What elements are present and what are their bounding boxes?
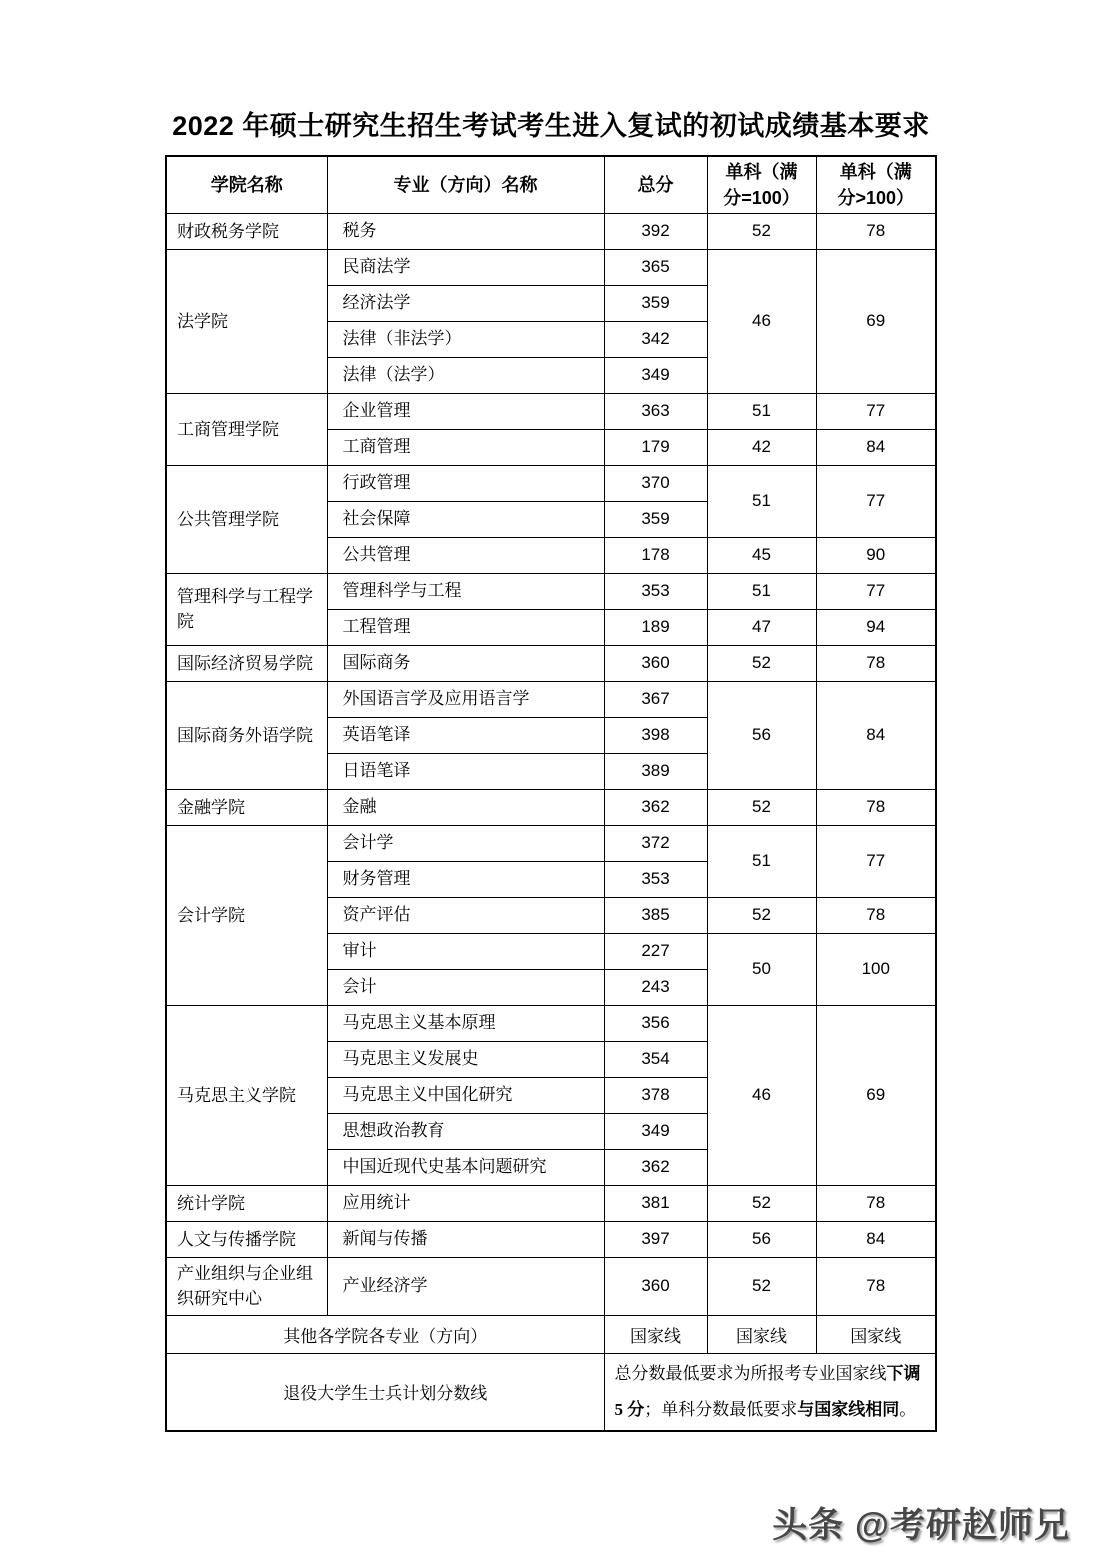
total-cell: 359 (604, 501, 707, 537)
total-cell: 243 (604, 969, 707, 1005)
other-colleges-label: 其他各学院各专业（方向） (166, 1315, 604, 1353)
sub-gt100-cell: 78 (816, 1257, 936, 1315)
sub-gt100-cell: 78 (816, 789, 936, 825)
note-bold-text: 与国家线相同 (797, 1399, 900, 1419)
major-cell: 行政管理 (327, 465, 604, 501)
sub-gt100-cell: 78 (816, 897, 936, 933)
major-cell: 税务 (327, 213, 604, 249)
college-cell: 统计学院 (166, 1185, 327, 1221)
header-college: 学院名称 (166, 156, 327, 213)
major-cell: 社会保障 (327, 501, 604, 537)
table-row (166, 213, 936, 249)
total-cell: 362 (604, 789, 707, 825)
veteran-plan-label: 退役大学生士兵计划分数线 (166, 1353, 604, 1431)
major-cell: 思想政治教育 (327, 1113, 604, 1149)
sub-gt100-cell: 94 (816, 609, 936, 645)
note-text: 总分数最低要求为所报考专业国家线 (614, 1363, 887, 1383)
sub-eq100-cell: 51 (707, 825, 816, 897)
major-cell: 审计 (327, 933, 604, 969)
sub-gt100-cell: 77 (816, 393, 936, 429)
major-cell: 应用统计 (327, 1185, 604, 1221)
table-row (166, 465, 936, 501)
sub-eq100-cell: 51 (707, 465, 816, 537)
college-cell: 国际经济贸易学院 (166, 645, 327, 681)
note-bold-text: 下调 5 分 (614, 1363, 921, 1419)
total-cell: 353 (604, 861, 707, 897)
sub-eq100-cell: 52 (707, 1257, 816, 1315)
major-cell: 财务管理 (327, 861, 604, 897)
college-cell: 产业组织与企业组织研究中心 (166, 1257, 327, 1315)
total-cell: 360 (604, 645, 707, 681)
header-sub-gt100-line1: 单科（满 (839, 161, 912, 182)
header-sub-eq100-line1: 单科（满 (725, 161, 798, 182)
total-cell: 363 (604, 393, 707, 429)
total-cell: 362 (604, 1149, 707, 1185)
total-cell: 389 (604, 753, 707, 789)
total-cell: 349 (604, 357, 707, 393)
table-row (166, 1185, 936, 1221)
major-cell: 金融 (327, 789, 604, 825)
table-row (166, 1257, 936, 1315)
sub-eq100-cell: 52 (707, 645, 816, 681)
sub-eq100-cell: 50 (707, 933, 816, 1005)
header-sub-gt100 (816, 156, 936, 213)
table-row (166, 645, 936, 681)
sub-gt100-cell: 78 (816, 645, 936, 681)
major-cell: 马克思主义发展史 (327, 1041, 604, 1077)
sub-gt100-cell: 69 (816, 249, 936, 393)
header-row (166, 156, 936, 213)
sub-eq100-cell: 52 (707, 1185, 816, 1221)
total-cell: 381 (604, 1185, 707, 1221)
total-cell: 365 (604, 249, 707, 285)
sub-eq100-cell: 47 (707, 609, 816, 645)
sub-gt100-cell: 84 (816, 429, 936, 465)
major-cell: 管理科学与工程 (327, 573, 604, 609)
sub-eq100-cell: 46 (707, 1005, 816, 1185)
sub-gt100-cell: 90 (816, 537, 936, 573)
major-cell: 会计学 (327, 825, 604, 861)
total-cell: 397 (604, 1221, 707, 1257)
major-cell: 马克思主义基本原理 (327, 1005, 604, 1041)
sub-gt100-cell: 国家线 (816, 1315, 936, 1353)
header-sub-eq100-line2: 分=100） (723, 187, 800, 208)
major-cell: 企业管理 (327, 393, 604, 429)
sub-eq100-cell: 52 (707, 213, 816, 249)
total-cell: 359 (604, 285, 707, 321)
sub-eq100-cell: 52 (707, 897, 816, 933)
sub-gt100-cell: 100 (816, 933, 936, 1005)
major-cell: 外国语言学及应用语言学 (327, 681, 604, 717)
sub-eq100-cell: 46 (707, 249, 816, 393)
total-cell: 189 (604, 609, 707, 645)
table-row (166, 789, 936, 825)
total-cell: 342 (604, 321, 707, 357)
major-cell: 产业经济学 (327, 1257, 604, 1315)
veteran-plan-note (604, 1353, 936, 1431)
sub-eq100-cell: 56 (707, 1221, 816, 1257)
total-cell: 385 (604, 897, 707, 933)
total-cell: 354 (604, 1041, 707, 1077)
sub-eq100-cell: 国家线 (707, 1315, 816, 1353)
table-row (166, 249, 936, 285)
watermark-text: 头条 @考研赵师兄 (772, 1506, 1070, 1545)
header-sub-gt100-line2: 分>100） (837, 187, 915, 208)
total-cell: 349 (604, 1113, 707, 1149)
college-cell: 财政税务学院 (166, 213, 327, 249)
total-cell: 378 (604, 1077, 707, 1113)
header-major: 专业（方向）名称 (327, 156, 604, 213)
total-cell: 353 (604, 573, 707, 609)
college-cell: 法学院 (166, 249, 327, 393)
major-cell: 法律（法学） (327, 357, 604, 393)
table-row (166, 1005, 936, 1041)
total-cell: 227 (604, 933, 707, 969)
total-cell: 356 (604, 1005, 707, 1041)
other-colleges-row (166, 1315, 936, 1353)
college-cell: 金融学院 (166, 789, 327, 825)
college-cell: 人文与传播学院 (166, 1221, 327, 1257)
sub-eq100-cell: 45 (707, 537, 816, 573)
score-requirements-table (165, 155, 937, 1432)
total-cell: 370 (604, 465, 707, 501)
table-row (166, 1221, 936, 1257)
sub-gt100-cell: 69 (816, 1005, 936, 1185)
sub-eq100-cell: 42 (707, 429, 816, 465)
total-cell: 360 (604, 1257, 707, 1315)
sub-gt100-cell: 78 (816, 1185, 936, 1221)
sub-gt100-cell: 77 (816, 465, 936, 537)
major-cell: 马克思主义中国化研究 (327, 1077, 604, 1113)
page-title: 2022 年硕士研究生招生考试考生进入复试的初试成绩基本要求 (172, 111, 930, 141)
total-cell: 398 (604, 717, 707, 753)
total-cell: 372 (604, 825, 707, 861)
major-cell: 工程管理 (327, 609, 604, 645)
major-cell: 工商管理 (327, 429, 604, 465)
header-sub-eq100 (707, 156, 816, 213)
sub-gt100-cell: 77 (816, 573, 936, 609)
college-cell: 管理科学与工程学院 (166, 573, 327, 645)
total-cell: 国家线 (604, 1315, 707, 1353)
college-cell: 会计学院 (166, 825, 327, 1005)
table-row (166, 825, 936, 861)
header-total: 总分 (604, 156, 707, 213)
major-cell: 法律（非法学） (327, 321, 604, 357)
college-cell: 马克思主义学院 (166, 1005, 327, 1185)
sub-eq100-cell: 51 (707, 393, 816, 429)
table-row (166, 573, 936, 609)
major-cell: 会计 (327, 969, 604, 1005)
table-row (166, 393, 936, 429)
veteran-plan-row (166, 1353, 936, 1431)
sub-gt100-cell: 77 (816, 825, 936, 897)
sub-gt100-cell: 78 (816, 213, 936, 249)
college-cell: 工商管理学院 (166, 393, 327, 465)
sub-eq100-cell: 51 (707, 573, 816, 609)
sub-eq100-cell: 56 (707, 681, 816, 789)
total-cell: 367 (604, 681, 707, 717)
major-cell: 经济法学 (327, 285, 604, 321)
total-cell: 392 (604, 213, 707, 249)
major-cell: 中国近现代史基本问题研究 (327, 1149, 604, 1185)
sub-eq100-cell: 52 (707, 789, 816, 825)
major-cell: 国际商务 (327, 645, 604, 681)
major-cell: 英语笔译 (327, 717, 604, 753)
major-cell: 民商法学 (327, 249, 604, 285)
college-cell: 国际商务外语学院 (166, 681, 327, 789)
major-cell: 日语笔译 (327, 753, 604, 789)
note-text: ；单科分数最低要求 (644, 1399, 798, 1419)
major-cell: 公共管理 (327, 537, 604, 573)
major-cell: 资产评估 (327, 897, 604, 933)
table-row (166, 681, 936, 717)
note-text: 。 (899, 1399, 917, 1419)
sub-gt100-cell: 84 (816, 681, 936, 789)
total-cell: 179 (604, 429, 707, 465)
college-cell: 公共管理学院 (166, 465, 327, 573)
major-cell: 新闻与传播 (327, 1221, 604, 1257)
sub-gt100-cell: 84 (816, 1221, 936, 1257)
total-cell: 178 (604, 537, 707, 573)
